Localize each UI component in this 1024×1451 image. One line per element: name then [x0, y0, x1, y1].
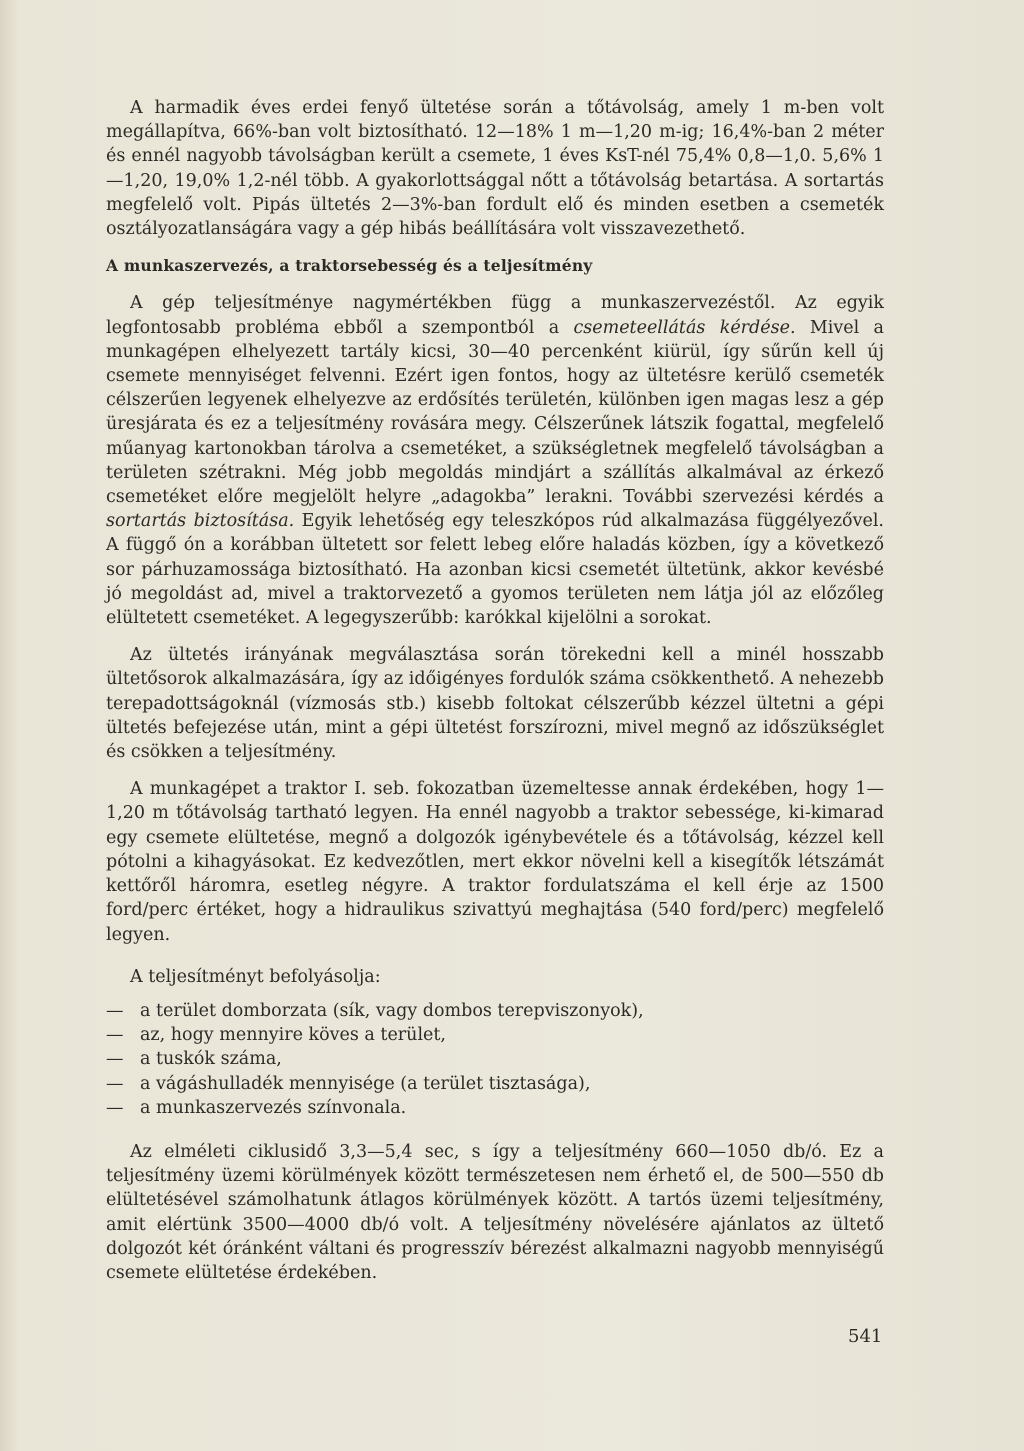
list-item: — a tuskók száma,	[106, 1047, 884, 1071]
paragraph-1: A harmadik éves erdei fenyő ültetése során a tőtávolság, amely 1 m-ben volt megállapítva, 66%-ban volt biztosítható. 12—18% 1 m—1,20 m-ig; 16,4%-ban 2 méter és ennél nagyobb távolságban került a csemete, 1 éves KsT-nél 75,4% 0,8—1,0. 5,6% 1—1,20, 19,0% 1,2-nél több. A gyakorlottsággal nőtt a tőtávolság betartása. A sortartás megfelelő volt. Pipás ültetés 2—3%-ban fordult elő és minden esetben a csemeték osztályozatlanságára vagy a gép hibás beállítására volt visszavezethető.	[106, 98, 884, 240]
paragraph-5: Az elméleti ciklusidő 3,3—5,4 sec, s így a teljesítmény 660—1050 db/ó. Ez a teljesítmény üzemi körülmények között természetesen nem érhető el, de 500—550 db elültetésével számolhatunk átlagos körülmények között. A tartós üzemi teljesítmény, amit elértünk 3500—4000 db/ó volt. A teljesítmény növelésére ajánlatos az ültető dolgozót két óránként váltani és progresszív bérezést alkalmazni nagyobb mennyiségű csemete elültetése érdekében.	[106, 1141, 884, 1283]
list-item: — a terület domborzata (sík, vagy dombos terepviszonyok),	[106, 999, 884, 1023]
list-dash: —	[106, 1025, 124, 1046]
paragraph-2-part-b: Mivel a munkagépen elhelyezett tartály kicsi, 30—40 percenként kiürül, így sűrűn kell új csemete mennyiséget felvenni. Ezért igen fontos, hogy az ültetésre kerülő csemeték célszerűen legyenek elhelyezve az erdősítés területén, különben igen magas lesz a gép üresjárata és ez a teljesítmény rovására megy. Célszerűnek látszik fogattal, megfelelő műanyag kartonokban tárolva a csemetéket, a szükségletnek megfelelő távolságban a területen szétrakni. Még jobb megoldás mindjárt a szállítás alkalmával az érkező csemetéket előre megjelölt helyre „adagokba” lerakni. További szervezési kérdés a	[106, 317, 884, 508]
list-item: — a munkaszervezés színvonala.	[106, 1096, 884, 1120]
body-text	[106, 96, 884, 1285]
emphasis-csemeteellatas: csemeteellátás kérdése.	[573, 317, 796, 338]
section-heading: A munkaszervezés, a traktorsebesség és a teljesítmény	[106, 256, 593, 276]
list-dash: —	[106, 1000, 124, 1021]
list-dash: —	[106, 1049, 124, 1070]
paragraph-2	[106, 291, 884, 630]
list-dash: —	[106, 1073, 124, 1094]
page-number: 541	[848, 1326, 883, 1347]
list-intro: A teljesítményt befolyásolja:	[130, 966, 381, 987]
paragraph-4: A munkagépet a traktor I. seb. fokozatban üzemeltesse annak érdekében, hogy 1—1,20 m tőtávolság tartható legyen. Ha ennél nagyobb a traktor sebessége, ki-kimarad egy csemete elültetése, megnő a dolgozók igénybevétele és a tőtávolság, kézzel kell pótolni a kihagyásokat. Ez kedvezőtlen, mert ekkor növelni kell a kisegítők létszámát kettőről háromra, esetleg négyre. A traktor fordulatszáma el kell érje az 1500 ford/perc értéket, hogy a hidraulikus szivattyú meghajtása (540 ford/perc) megfelelő legyen.	[106, 779, 884, 945]
emphasis-sortartas: sortartás biztosítása.	[106, 511, 295, 532]
list-item: — a vágáshulladék mennyisége (a terület tisztasága),	[106, 1072, 884, 1096]
paragraph-2-part-c: Egyik lehetőség egy teleszkópos rúd alkalmazása függélyezővel. A függő ón a korábban ültetett sor felett lebeg előre haladás közben, így a következő sor párhuzamossága biztosítható. Ha azonban kicsi csemetét ültetünk, akkor kevésbé jó megoldást ad, mivel a traktorvezető a gyomos területen nem látja jól az előzőleg elültetett csemetéket. A legegyszerűbb: karókkal kijelölni a sorokat.	[106, 511, 884, 629]
factor-list	[106, 999, 884, 1120]
list-dash: —	[106, 1097, 124, 1118]
paragraph-2-part-a: A gép teljesítménye nagymértékben függ a munkaszervezéstől. Az egyik legfontosabb probléma ebből a szempontból a	[106, 293, 884, 338]
paragraph-3: Az ültetés irányának megválasztása során törekedni kell a minél hosszabb ültetősorok alkalmazására, így az időigényes fordulók száma csökkenthető. A nehezebb terepadottságoknál (vízmosás stb.) kisebb foltokat célszerűbb kézzel ültetni a gépi ültetés befejezése után, mint a gépi ültetést forszírozni, mivel megnő az időszükséglet és csökken a teljesítmény.	[106, 645, 884, 763]
list-item: — az, hogy mennyire köves a terület,	[106, 1023, 884, 1047]
